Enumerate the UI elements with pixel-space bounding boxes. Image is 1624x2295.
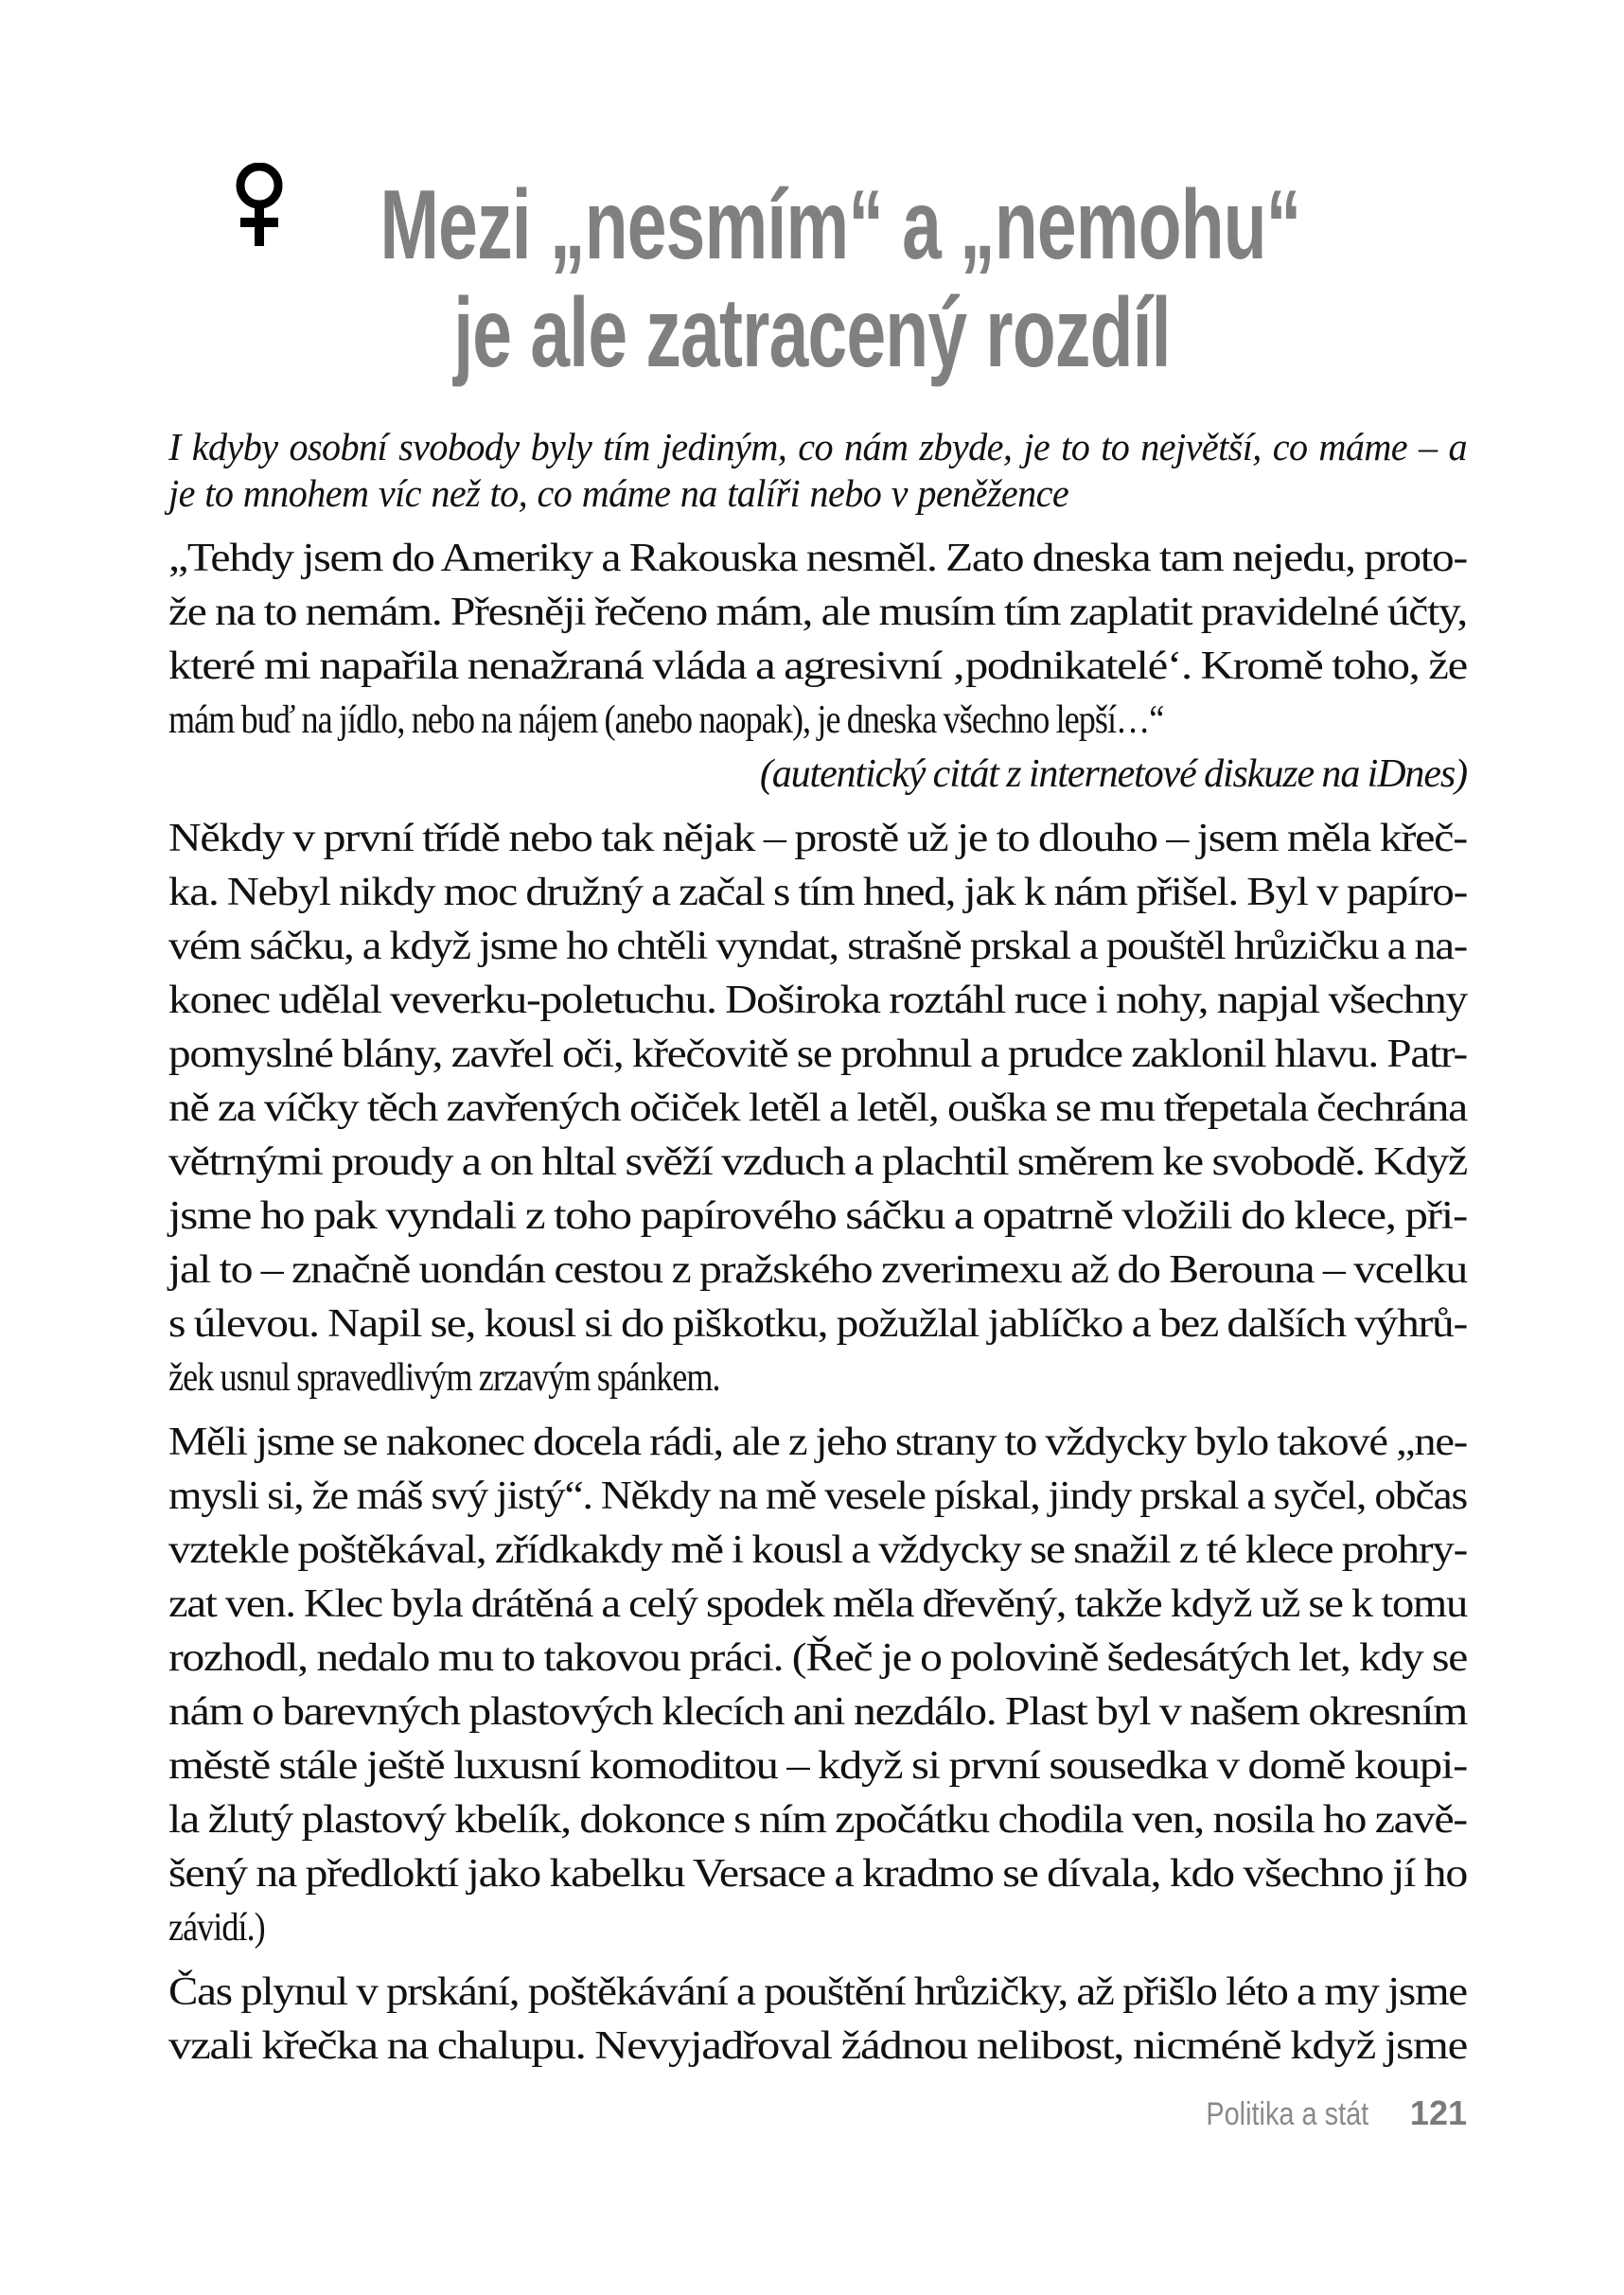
text-line: s úlevou. Napil se, kousl si do piškotku, požužlal jablíčko a bez dalších výhrů- (168, 1302, 1468, 1346)
quote-paragraph (168, 532, 1467, 802)
text-line: zat ven. Klec byla drátěná a celý spodek měla dřevěný, takže když už se k tomu (168, 1582, 1467, 1626)
lead-paragraph: I kdyby osobní svobody byly tím jediným, co nám zbyde, je to to největší, co máme – a je to mnohem víc než to, co máme na talíři nebo v peněžence (168, 425, 1467, 515)
text-line: pomyslné blány, zavřel oči, křečovitě se prohnul a prudce zaklonil hlavu. Patr- (168, 1033, 1468, 1076)
text-line: ka. Nebyl nikdy moc družný a začal s tím hned, jak k nám přišel. Byl v papíro- (168, 871, 1468, 914)
page-number: 121 (1409, 2093, 1467, 2132)
text-line: la žlutý plastový kbelík, dokonce s ním zpočátku chodila ven, nosila ho zavě- (168, 1798, 1467, 1842)
text-line: jal to – značně uondán cestou z pražského zverimexu až do Berouna – vcelku (168, 1248, 1467, 1292)
text-line: mám buď na jídlo, nebo na nájem (anebo naopak), je dneska všechno lepší…“ (168, 698, 1164, 742)
text-line: nám o barevných plastových klecích ani nezdálo. Plast byl v našem okresním (168, 1690, 1468, 1734)
text-line: žek usnul spravedlivým zrzavým spánkem. (168, 1356, 720, 1400)
text-line: vém sáčku, a když jsme ho chtěli vyndat, strašně prskal a pouštěl hrůzičku a na- (168, 925, 1467, 968)
body-paragraph (168, 812, 1467, 1405)
running-footer-section: Politika a stát (1206, 2096, 1368, 2132)
text-line: že na to nemám. Přesněji řečeno mám, ale musím tím zaplatit pravidelné účty, (168, 591, 1467, 634)
chapter-body (168, 424, 1467, 2084)
text-line: jsme ho pak vyndali z toho papírového sáčku a opatrně vložili do klece, při- (168, 1194, 1467, 1238)
text-line: konec udělal veverku-poletuchu. Doširoka roztáhl ruce i nohy, napjal všechny (168, 979, 1467, 1022)
text-line: které mi napařila nenažraná vláda a agresivní ‚podnikatelé‘. Kromě toho, že (168, 644, 1467, 688)
text-line: Měli jsme se nakonec docela rádi, ale z jeho strany to vždycky bylo takové „ne- (168, 1421, 1468, 1464)
text-line: ně za víčky těch zavřených očiček letěl a letěl, ouška se mu třepetala čechrána (168, 1086, 1467, 1130)
chapter-title (0, 171, 1624, 387)
text-line: „Tehdy jsem do Ameriky a Rakouska nesměl. Zato dneska tam nejedu, proto- (168, 537, 1468, 580)
quote-attribution: (autentický citát z internetové diskuze na iDnes) (759, 752, 1467, 796)
chapter-title-line-2: je ale zatracený rozdíl (453, 278, 1171, 389)
text-line: závidí.) (168, 1906, 265, 1950)
body-paragraph (168, 1966, 1467, 2074)
body-paragraph (168, 1416, 1467, 1955)
text-line: větrnými proudy a on hltal svěží vzduch a plachtil směrem ke svobodě. Když (168, 1140, 1467, 1184)
text-line: šený na předloktí jako kabelku Versace a kradmo se dívala, kdo všechno jí ho (168, 1852, 1468, 1896)
text-line: Někdy v první třídě nebo tak nějak – prostě už je to dlouho – jsem měla křeč- (168, 817, 1467, 860)
text-line: mysli si, že máš svý jistý“. Někdy na mě vesele pískal, jindy prskal a syčel, občas (168, 1474, 1467, 1518)
text-line: rozhodl, nedalo mu to takovou práci. (Řeč je o polovině šedesátých let, kdy se (168, 1636, 1468, 1680)
chapter-title-line-1: Mezi „nesmím“ a „nemohu“ (380, 170, 1301, 281)
text-line: vztekle poštěkával, zřídkakdy mě i kousl a vždycky se snažil z té klece prohry- (168, 1528, 1467, 1572)
text-line: vzali křečka na chalupu. Nevyjadřoval žádnou nelibost, nicméně když jsme (168, 2024, 1468, 2068)
page-footer (1177, 2093, 1467, 2141)
text-line: městě stále ještě luxusní komoditou – když si první sousedka v domě koupi- (168, 1744, 1467, 1788)
text-line: Čas plynul v prskání, poštěkávání a pouštění hrůzičky, až přišlo léto a my jsme (168, 1970, 1467, 2014)
